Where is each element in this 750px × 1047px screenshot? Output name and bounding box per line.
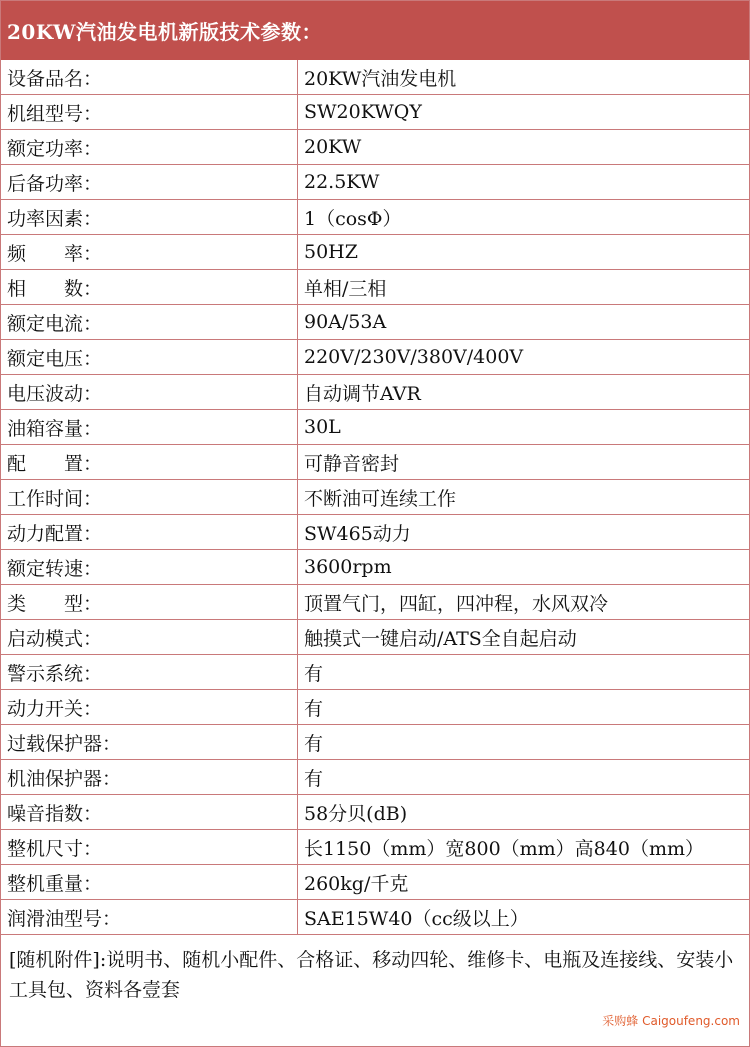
spec-value: 30L xyxy=(298,410,750,445)
table-row xyxy=(1,165,749,200)
spec-value: SW465动力 xyxy=(298,515,750,550)
table-row xyxy=(1,620,749,655)
spec-label: 额定电流： xyxy=(1,305,298,340)
page-title: 20KW汽油发电机新版技术参数： xyxy=(1,1,749,60)
table-row xyxy=(1,235,749,270)
table-row xyxy=(1,270,749,305)
spec-value: 可静音密封 xyxy=(298,445,750,480)
spec-value: 有 xyxy=(298,655,750,690)
spec-value: 长1150（mm）宽800（mm）高840（mm） xyxy=(298,830,750,865)
accessories-note: [随机附件]:说明书、随机小配件、合格证、移动四轮、维修卡、电瓶及连接线、安装小工具包、资料各壹套 xyxy=(9,949,734,1001)
spec-label: 额定转速： xyxy=(1,550,298,585)
table-row xyxy=(1,305,749,340)
table-row xyxy=(1,585,749,620)
spec-table xyxy=(1,60,749,935)
table-row xyxy=(1,480,749,515)
spec-value: 有 xyxy=(298,725,750,760)
spec-label: 相 数： xyxy=(1,270,298,305)
table-row xyxy=(1,445,749,480)
table-row xyxy=(1,900,749,935)
spec-value: 自动调节AVR xyxy=(298,375,750,410)
spec-value: 50HZ xyxy=(298,235,750,270)
spec-label: 整机重量： xyxy=(1,865,298,900)
spec-label: 噪音指数： xyxy=(1,795,298,830)
spec-label: 额定电压： xyxy=(1,340,298,375)
spec-value: 有 xyxy=(298,760,750,795)
spec-label: 频 率： xyxy=(1,235,298,270)
table-row xyxy=(1,865,749,900)
spec-value: 顶置气门，四缸，四冲程，水风双冷 xyxy=(298,585,750,620)
table-row xyxy=(1,760,749,795)
table-row xyxy=(1,95,749,130)
spec-label: 过载保护器： xyxy=(1,725,298,760)
table-row xyxy=(1,830,749,865)
spec-value: 20KW汽油发电机 xyxy=(298,60,750,95)
spec-label: 动力配置： xyxy=(1,515,298,550)
spec-label: 后备功率： xyxy=(1,165,298,200)
spec-label: 整机尺寸： xyxy=(1,830,298,865)
spec-label: 警示系统： xyxy=(1,655,298,690)
table-row xyxy=(1,795,749,830)
spec-value: 20KW xyxy=(298,130,750,165)
spec-value: 单相/三相 xyxy=(298,270,750,305)
spec-value: 触摸式一键启动/ATS全自起启动 xyxy=(298,620,750,655)
spec-label: 机油保护器： xyxy=(1,760,298,795)
spec-value: 220V/230V/380V/400V xyxy=(298,340,750,375)
spec-label: 功率因素： xyxy=(1,200,298,235)
spec-value: 22.5KW xyxy=(298,165,750,200)
table-row xyxy=(1,340,749,375)
spec-label: 配 置： xyxy=(1,445,298,480)
spec-value: SW20KWQY xyxy=(298,95,750,130)
table-row xyxy=(1,725,749,760)
spec-label: 润滑油型号： xyxy=(1,900,298,935)
spec-label: 机组型号： xyxy=(1,95,298,130)
table-row xyxy=(1,515,749,550)
spec-label: 设备品名： xyxy=(1,60,298,95)
spec-label: 电压波动： xyxy=(1,375,298,410)
table-row xyxy=(1,130,749,165)
table-row xyxy=(1,690,749,725)
table-row xyxy=(1,655,749,690)
spec-value: 90A/53A xyxy=(298,305,750,340)
watermark-text: 采购蜂 Caigoufeng.com xyxy=(602,1014,740,1028)
spec-label: 类 型： xyxy=(1,585,298,620)
spec-value: 58分贝(dB) xyxy=(298,795,750,830)
spec-value: 有 xyxy=(298,690,750,725)
spec-label: 启动模式： xyxy=(1,620,298,655)
spec-value: 3600rpm xyxy=(298,550,750,585)
table-row xyxy=(1,200,749,235)
table-row xyxy=(1,60,749,95)
spec-value: 1（cosΦ） xyxy=(298,200,750,235)
spec-value: 260kg/千克 xyxy=(298,865,750,900)
spec-label: 工作时间： xyxy=(1,480,298,515)
spec-value: 不断油可连续工作 xyxy=(298,480,750,515)
table-row xyxy=(1,410,749,445)
spec-value: SAE15W40（cc级以上） xyxy=(298,900,750,935)
spec-label: 油箱容量： xyxy=(1,410,298,445)
spec-label: 动力开关： xyxy=(1,690,298,725)
table-row xyxy=(1,550,749,585)
table-row xyxy=(1,375,749,410)
spec-label: 额定功率： xyxy=(1,130,298,165)
